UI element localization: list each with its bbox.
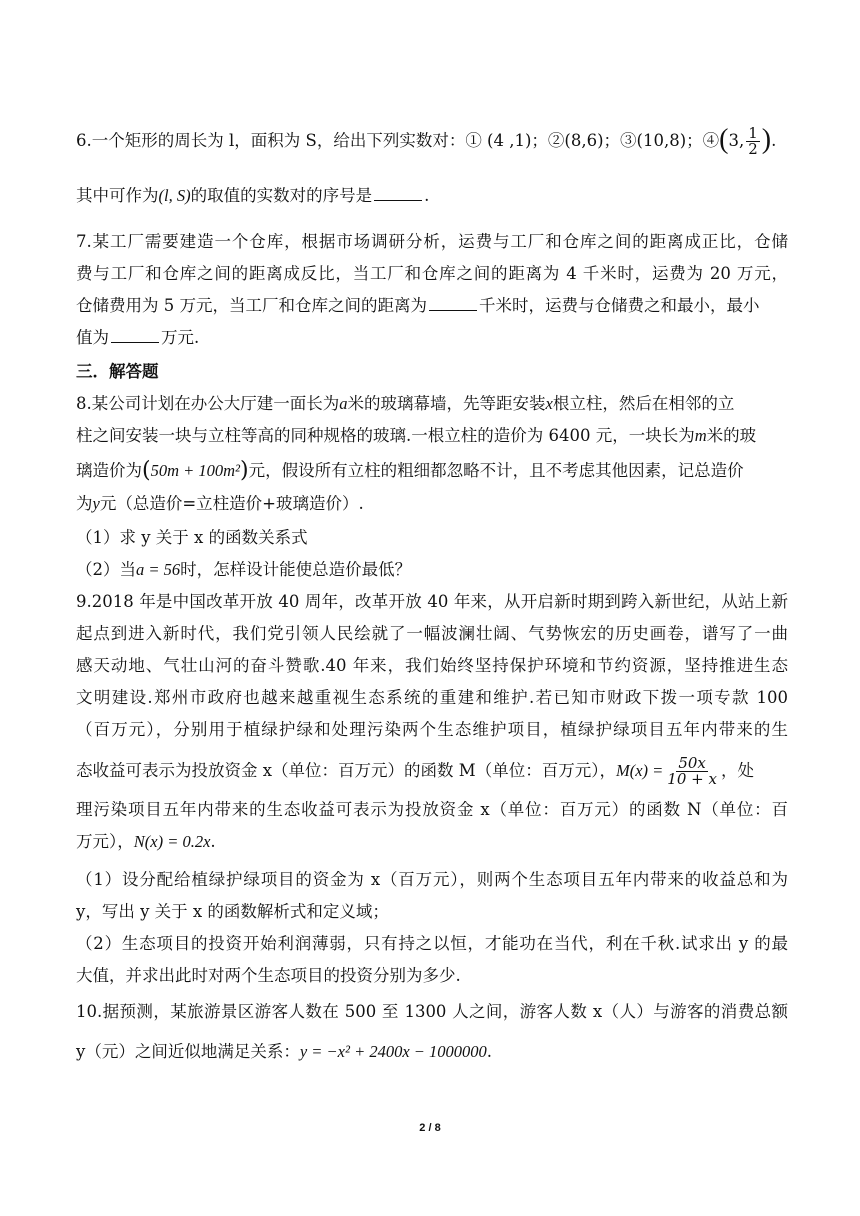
q7-line-2: 费与工厂和仓库之间的距离成反比，当工厂和仓库之间的距离为 4 千米时，运费为 20 万元， <box>76 264 788 283</box>
q10-line-2 <box>76 1040 788 1064</box>
q8-text-3b: 元，假设所有立柱的粗细都忽略不计，且不考虑其他因素，记总造价 <box>248 461 744 480</box>
var-x: x <box>545 394 553 413</box>
fraction-one-half <box>746 126 760 157</box>
var-y: y <box>92 494 100 513</box>
q7-text-4b: 万元. <box>161 328 200 347</box>
q8-sub2b: 时，怎样设计能使总造价最低？ <box>180 560 412 579</box>
q6-line-2 <box>76 184 788 208</box>
q10-text-2a: y（元）之间近似地满足关系： <box>76 1042 300 1061</box>
N-of-x: N(x) = 0.2x <box>133 832 211 851</box>
q8-text-1a: 8.某公司计划在办公大厅建一面长为 <box>76 394 340 413</box>
q6-line-1: 6.一个矩形的周长为 l，面积为 S，给出下列实数对：① (4 ,1)；②(8,6)；③(10,8)；④(3, $\frac{1}{2}$ ). <box>76 123 777 158</box>
q9-text-8b: . <box>210 832 216 851</box>
var-m: m <box>694 426 707 445</box>
q8-sub-1: （1）求 y 关于 x 的函数关系式 <box>76 528 308 547</box>
answer-blank <box>111 326 159 343</box>
q9-text-6b: ，处 <box>720 761 754 780</box>
q8-text-4a: 为 <box>76 494 93 513</box>
q8-text-3a: 璃造价为 <box>76 461 142 480</box>
q8-sub-2 <box>76 558 788 582</box>
fraction-numerator: 50x <box>678 754 706 772</box>
fraction-denominator: 2 <box>748 140 758 158</box>
y-expression: y = −x² + 2400x − 1000000 <box>299 1042 487 1061</box>
q6-text-2b: 的取值的实数对的序号是 <box>190 186 373 205</box>
q9-line-2: 起点到进入新时代，我们党引领人民绘就了一幅波澜壮阔、气势恢宏的历史画卷，谱写了一曲 <box>76 624 788 643</box>
fraction-denominator: 10 + x <box>667 770 717 788</box>
q9-line-7: 理污染项目五年内带来的生态收益可表示为投放资金 x（单位：百万元）的函数 N（单位：百 <box>76 800 788 819</box>
a-equals-56: a = 56 <box>136 560 181 579</box>
q9-line-6 <box>76 750 788 792</box>
fraction-numerator: 1 <box>748 124 758 142</box>
q9-line-5: （百万元），分别用于植绿护绿和处理污染两个生态维护项目，植绿护绿项目五年内带来的生 <box>76 720 788 739</box>
q10-text-2b: . <box>486 1042 493 1061</box>
q8-line-3 <box>76 458 788 483</box>
q9-sub1-line-1: （1）设分配给植绿护绿项目的资金为 x（百万元），则两个生态项目五年内带来的收益总和为 <box>76 870 788 889</box>
q9-line-8 <box>76 830 788 854</box>
q8-text-2b: 米的玻 <box>706 426 757 445</box>
q8-sub2a: （2）当 <box>76 560 136 579</box>
q8-line-4 <box>76 492 788 516</box>
q6-pair-math: (l, S) <box>158 186 191 205</box>
page-number: 2 / 8 <box>419 1122 441 1134</box>
q9-sub1-line-2: y，写出 y 关于 x 的函数解析式和定义域； <box>76 902 389 921</box>
q8-line-1 <box>76 392 788 416</box>
q9-line-1: 9.2018 年是中国改革开放 40 周年，改革开放 40 年来，从开启新时期到跨入新世纪，从站上新 <box>76 592 788 611</box>
q8-text-4b: 元（总造价=立柱造价+玻璃造价）. <box>99 494 364 513</box>
q8-text-2a: 柱之间安装一块与立柱等高的同种规格的玻璃.一根立柱的造价为 6400 元，一块长为 <box>76 426 695 445</box>
q8-text-1c: 根立柱，然后在相邻的立 <box>552 394 735 413</box>
q7-text-3b: 千米时，运费与仓储费之和最小，最小 <box>479 296 760 315</box>
q8-line-2 <box>76 424 788 448</box>
q7-line-3 <box>76 294 788 318</box>
paren-left: ( <box>719 123 729 155</box>
answer-blank <box>429 294 477 311</box>
q9-text-8a: 万元）， <box>76 832 134 851</box>
q9-line-4: 文明建设.郑州市政府也越来越重视生态系统的重建和维护.若已知市财政下拨一项专款 100 <box>76 688 788 707</box>
q7-line-1: 7.某工厂需要建造一个仓库，根据市场调研分析，运费与工厂和仓库之间的距离成正比，仓储 <box>76 232 788 251</box>
paren-left: ( <box>142 458 151 483</box>
q6-end: . <box>424 186 430 205</box>
q7-text-3a: 仓储费用为 5 万元，当工厂和仓库之间的距离为 <box>76 296 427 315</box>
q7-text-4a: 值为 <box>76 328 109 347</box>
q9-sub2-line-2: 大值，并求出此时对两个生态项目的投资分别为多少. <box>76 966 461 985</box>
q9-line-3: 感天动地、气壮山河的奋斗赞歌.40 年来，我们始终坚持保护环境和节约资源，坚持推进生态 <box>76 656 788 675</box>
q9-sub2-line-1: （2）生态项目的投资开始利润薄弱，只有持之以恒，才能功在当代，利在千秋.试求出 y 的最 <box>76 934 788 953</box>
q8-text-1b: 米的玻璃幕墙，先等距安装 <box>347 394 546 413</box>
fraction-M <box>665 756 719 787</box>
q10-line-1: 10.据预测，某旅游景区游客人数在 500 至 1300 人之间，游客人数 x（人）与游客的消费总额 <box>76 1002 788 1021</box>
q7-line-4 <box>76 326 788 350</box>
glass-cost-expr: 50m + 100m² <box>150 461 241 480</box>
q6-pair-prefix: 3, <box>728 131 745 150</box>
answer-blank <box>374 184 422 201</box>
section-heading: 三．解答题 <box>76 362 159 381</box>
M-of-x: M(x) = <box>615 761 664 780</box>
q6-text: 6.一个矩形的周长为 l，面积为 S，给出下列实数对：① (4 ,1)；②(8,6)；③(10,8)；④ <box>76 131 720 150</box>
q6-text-2a: 其中可作为 <box>76 186 159 205</box>
q9-text-6a: 态收益可表示为投放资金 x（单位：百万元）的函数 M（单位：百万元）， <box>76 761 616 780</box>
paren-right: ) <box>240 458 249 483</box>
var-a: a <box>339 394 348 413</box>
paren-right: ) <box>761 123 772 155</box>
